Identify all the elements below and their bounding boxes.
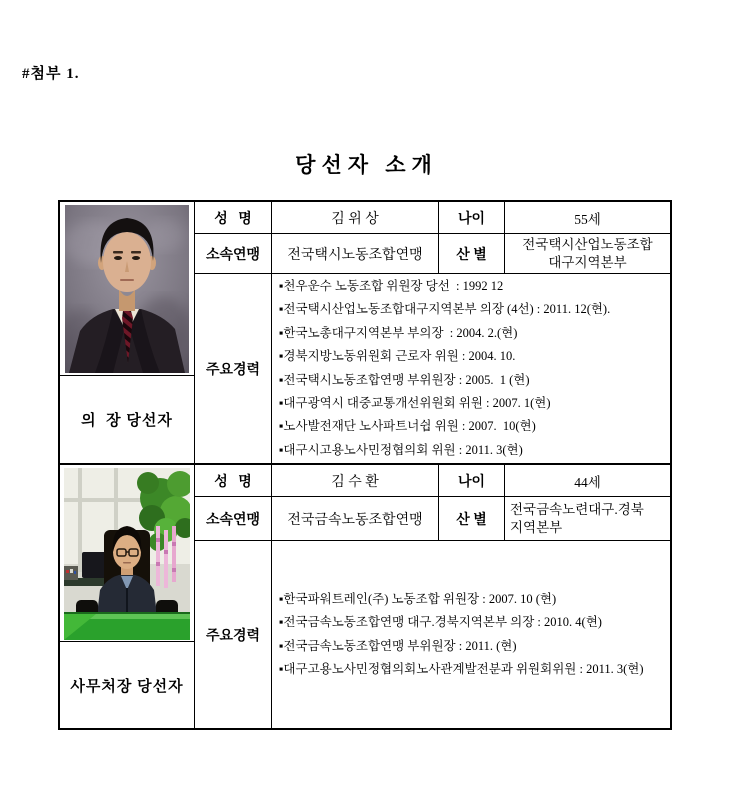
federation-label: 소속연맹 xyxy=(195,234,272,273)
chairman-block xyxy=(60,202,670,465)
career-label: 주요경력 xyxy=(195,541,272,728)
chairman-age-value: 55세 xyxy=(574,211,601,227)
secretary-name-row xyxy=(195,465,670,497)
chairman-industry-value xyxy=(505,234,670,273)
secretary-industry-line1: 전국금속노련대구.경북 xyxy=(510,501,644,517)
chairman-portrait-photo xyxy=(65,205,189,373)
career-item: ▪한국노총대구지역본부 부의장 : 2004. 2.(현) xyxy=(279,325,518,340)
secretary-photo-cell xyxy=(60,465,194,642)
career-item: ▪한국파워트레인(주) 노동조합 위원장 : 2007. 10 (현) xyxy=(279,591,557,606)
career-item: ▪천우운수 노동조합 위원장 당선 : 1992 12 xyxy=(279,278,504,293)
secretary-federation-row xyxy=(195,497,670,541)
chairman-industry-line2: 대구지역본부 xyxy=(548,254,627,270)
pink-ribbons xyxy=(156,526,176,588)
industry-label: 산 별 xyxy=(439,497,505,540)
career-item: ▪전국금속노동조합연맹 부위원장 : 2011. (현) xyxy=(279,638,517,653)
chairman-industry-line1: 전국택시산업노동조합 xyxy=(522,236,653,252)
secretary-role-label: 사무처장 당선자 xyxy=(70,678,184,695)
name-label: 성 명 xyxy=(195,202,272,233)
chairman-career-row xyxy=(195,274,670,463)
attachment-label: #첨부 1. xyxy=(22,66,80,82)
name-label: 성 명 xyxy=(195,465,272,496)
age-label: 나이 xyxy=(439,465,505,496)
secretary-federation-value: 전국금속노동조합연맹 xyxy=(272,497,439,540)
secretary-office-photo xyxy=(64,468,190,640)
industry-label: 산 별 xyxy=(439,234,505,273)
secretary-block xyxy=(60,465,670,728)
secretary-info xyxy=(195,465,670,728)
winners-table xyxy=(58,200,672,730)
secretary-age-value: 44세 xyxy=(574,474,601,490)
secretary-photo-column xyxy=(60,465,195,728)
career-label: 주요경력 xyxy=(195,274,272,463)
chairman-federation-row xyxy=(195,234,670,274)
secretary-career-row xyxy=(195,541,670,728)
federation-label: 소속연맹 xyxy=(195,497,272,540)
career-item: ▪전국금속노동조합연맹 대구.경북지역본부 의장 : 2010. 4(현) xyxy=(279,615,602,630)
page-title: 당선자 소개 xyxy=(295,153,438,177)
chairman-name-value: 김 위 상 xyxy=(272,202,439,233)
age-label: 나이 xyxy=(439,202,505,233)
chairman-role-label: 의 장 당선자 xyxy=(81,413,173,429)
career-item: ▪전국택시노동조합연맹 부위원장 : 2005. 1 (현) xyxy=(279,372,530,387)
career-item: ▪노사발전재단 노사파트너쉽 위원 : 2007. 10(현) xyxy=(279,419,536,434)
chairman-photo-column xyxy=(60,202,195,463)
chairman-federation-value: 전국택시노동조합연맹 xyxy=(272,234,439,273)
career-item: ▪대구고용노사민정협의회노사관계발전분과 위원회위원 : 2011. 3(현) xyxy=(279,661,644,676)
career-item: ▪대구시고용노사민정협의회 위원 : 2011. 3(현) xyxy=(279,442,523,457)
chairman-photo-cell xyxy=(60,202,194,376)
chairman-info xyxy=(195,202,670,463)
secretary-industry-value xyxy=(505,497,670,540)
secretary-industry-line2: 지역본부 xyxy=(510,519,563,535)
career-item: ▪전국택시산업노동조합대구지역본부 의장 (4선) : 2011. 12(현). xyxy=(279,302,611,317)
secretary-career-list xyxy=(272,541,670,728)
chairman-career-list xyxy=(272,274,670,463)
chairman-name-row xyxy=(195,202,670,234)
career-item: ▪대구광역시 대중교통개선위원회 위원 : 2007. 1(현) xyxy=(279,395,551,410)
secretary-name-value: 김 수 환 xyxy=(272,465,439,496)
career-item: ▪경북지방노동위원회 근로자 위원 : 2004. 10. xyxy=(279,349,516,364)
